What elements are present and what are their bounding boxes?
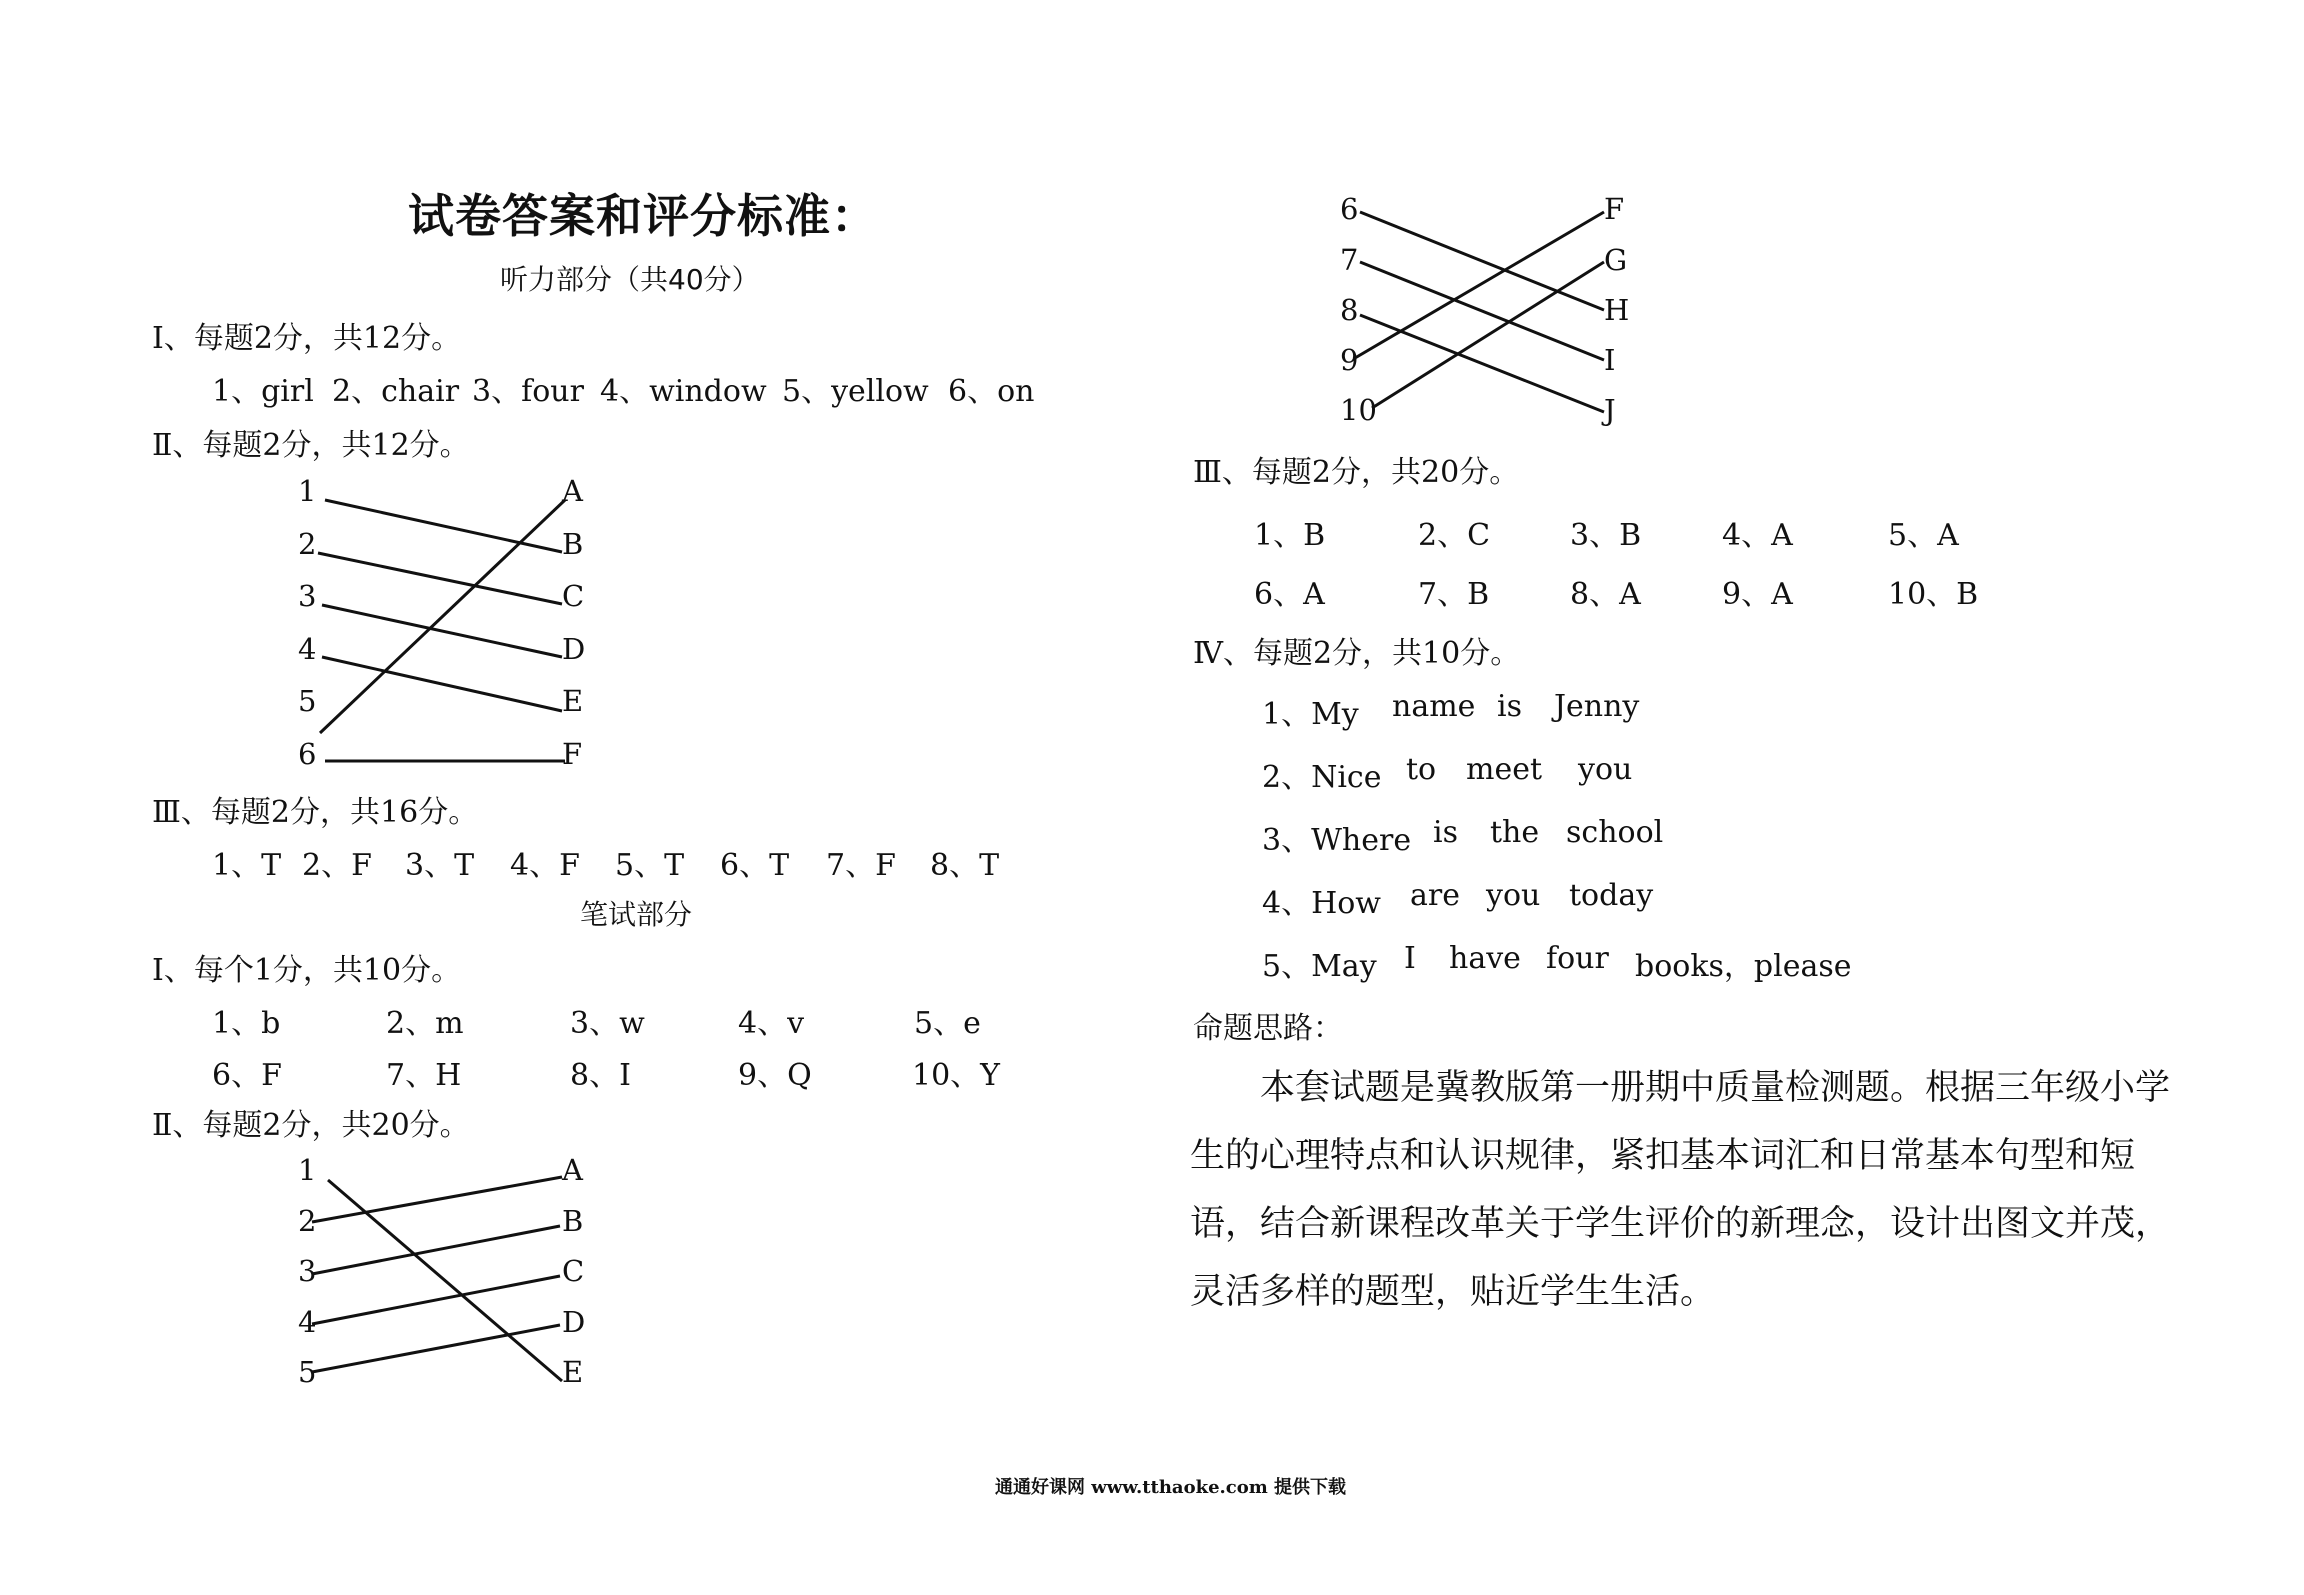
listening-sec3-answer: 1、T xyxy=(212,848,282,883)
match-line xyxy=(328,1180,562,1381)
listening-sec3-answer: 4、F xyxy=(510,848,580,883)
match-right-label: F xyxy=(562,737,583,771)
match-right-label: A xyxy=(562,1153,583,1187)
sentence-word: 4、How xyxy=(1262,886,1381,921)
match-line xyxy=(312,1226,560,1274)
match-left-label: 10 xyxy=(1340,393,1377,427)
written-sec3-answer: 1、B xyxy=(1254,518,1326,553)
written-sec3-answer: 8、A xyxy=(1570,577,1641,612)
page-title: 试卷答案和评分标准： xyxy=(408,189,878,243)
written-sec1-answer: 7、H xyxy=(386,1058,462,1093)
written-heading: 笔试部分 xyxy=(580,898,693,931)
listening-sec3-answer: 2、F xyxy=(302,848,372,883)
sentence-word: you xyxy=(1578,752,1633,787)
sentence-word: Jenny xyxy=(1554,689,1640,724)
match-left-label: 1 xyxy=(298,474,317,508)
listening-sec1-answer: 5、yellow xyxy=(782,374,929,409)
match-left-label: 2 xyxy=(298,527,317,561)
match-left-label: 7 xyxy=(1340,243,1359,277)
sentence-word: name xyxy=(1392,689,1476,724)
sentence-word: today xyxy=(1569,878,1654,913)
sentence-word: 3、Where xyxy=(1262,823,1412,858)
match-right-label: D xyxy=(562,1305,586,1339)
match-right-label: J xyxy=(1604,393,1616,427)
listening-sec1-answer: 1、girl xyxy=(212,374,314,409)
listening-sec1-header: Ⅰ、每题2分，共12分。 xyxy=(152,321,462,356)
match-left-label: 8 xyxy=(1340,293,1359,327)
match-left-label: 4 xyxy=(298,632,317,666)
match-line xyxy=(1360,315,1604,412)
listening-sec1-answer: 2、chair xyxy=(332,374,460,409)
sentence-word: 1、My xyxy=(1262,697,1359,732)
listening-sec3-answer: 3、T xyxy=(405,848,475,883)
match-line xyxy=(1360,212,1604,310)
written-sec1-answer: 6、F xyxy=(212,1058,282,1093)
written-sec1-answer: 3、w xyxy=(570,1006,645,1041)
sentence-word: the xyxy=(1490,815,1540,850)
match-right-label: E xyxy=(562,1355,584,1389)
listening-sec1-answer: 6、on xyxy=(948,374,1035,409)
match-right-label: I xyxy=(1604,343,1616,377)
sentence-word: four xyxy=(1546,941,1609,976)
match-right-label: B xyxy=(562,1204,584,1238)
sentence-word: have xyxy=(1449,941,1521,976)
written-sec3-header: Ⅲ、每题2分，共20分。 xyxy=(1193,455,1520,490)
listening-sec1-answer: 3、four xyxy=(472,374,584,409)
match-right-label: E xyxy=(562,684,584,718)
match-left-label: 6 xyxy=(1340,192,1359,226)
sentence-word: I xyxy=(1404,941,1416,976)
written-sec3-answer: 4、A xyxy=(1722,518,1793,553)
written-sec1-answer: 9、Q xyxy=(738,1058,812,1093)
listening-sec3-answer: 7、F xyxy=(826,848,896,883)
match-left-label: 2 xyxy=(298,1204,317,1238)
listening-sec3-header: Ⅲ、每题2分，共16分。 xyxy=(152,795,479,830)
match-right-label: B xyxy=(562,527,584,561)
written-sec1-header: Ⅰ、每个1分，共10分。 xyxy=(152,953,462,988)
sentence-word: books，please xyxy=(1635,949,1852,984)
match-line xyxy=(322,657,562,711)
idea-paragraph: 本套试题是冀教版第一册期中质量检测题。根据三年级小学生的心理特点和认识规律，紧扣基本词汇和日常基本句型和短语，结合新课程改革关于学生评价的新理念，设计出图文并茂，灵活多样的题型，贴近学生生活。 xyxy=(1190,1068,2171,1312)
sentence-word: meet xyxy=(1466,752,1543,787)
match-right-label: A xyxy=(562,474,583,508)
written-sec3-answer: 6、A xyxy=(1254,577,1325,612)
written-sec3-answer: 7、B xyxy=(1418,577,1490,612)
match-line xyxy=(325,500,562,552)
idea-heading: 命题思路： xyxy=(1193,1011,1343,1046)
sentence-word: to xyxy=(1406,752,1437,787)
match-left-label: 3 xyxy=(298,1254,317,1288)
written-sec3-answer: 9、A xyxy=(1722,577,1793,612)
written-sec1-answer: 10、Y xyxy=(912,1058,1000,1093)
listening-sec3-answer: 8、T xyxy=(930,848,1000,883)
match-left-label: 6 xyxy=(298,737,317,771)
listening-sec2-header: Ⅱ、每题2分，共12分。 xyxy=(152,428,470,463)
listening-sec3-answer: 5、T xyxy=(615,848,685,883)
match-line xyxy=(1360,262,1604,360)
sentence-word: is xyxy=(1497,689,1522,724)
match-line xyxy=(322,605,562,657)
listening-sec1-answer: 4、window xyxy=(600,374,767,409)
written-sec1-answer: 2、m xyxy=(386,1006,464,1041)
sentence-word: are xyxy=(1410,878,1460,913)
written-sec3-answer: 3、B xyxy=(1570,518,1642,553)
match-left-label: 5 xyxy=(298,1355,317,1389)
listening-heading: 听力部分（共40分） xyxy=(500,263,760,296)
match-line xyxy=(312,1276,560,1324)
match-line xyxy=(320,500,565,733)
sentence-word: 2、Nice xyxy=(1262,760,1382,795)
written-sec1-answer: 5、e xyxy=(914,1006,981,1041)
written-sec1-answer: 8、I xyxy=(570,1058,631,1093)
written-sec2-header: Ⅱ、每题2分，共20分。 xyxy=(152,1108,470,1143)
sentence-word: you xyxy=(1486,878,1541,913)
match-left-label: 3 xyxy=(298,579,317,613)
match-right-label: C xyxy=(562,1254,585,1288)
match-right-label: D xyxy=(562,632,586,666)
match-right-label: C xyxy=(562,579,585,613)
match-left-label: 4 xyxy=(298,1305,317,1339)
match-right-label: F xyxy=(1604,192,1625,226)
match-right-label: H xyxy=(1604,293,1630,327)
sentence-word: is xyxy=(1433,815,1458,850)
footer-text: 通通好课网 www.tthaoke.com 提供下载 xyxy=(995,1477,1347,1498)
written-sec1-answer: 4、v xyxy=(738,1006,805,1041)
match-line xyxy=(318,553,562,604)
written-sec3-answer: 2、C xyxy=(1418,518,1491,553)
match-left-label: 5 xyxy=(298,684,317,718)
sentence-word: 5、May xyxy=(1262,949,1377,984)
match-right-label: G xyxy=(1604,243,1628,277)
written-sec3-answer: 10、B xyxy=(1888,577,1979,612)
match-left-label: 1 xyxy=(298,1153,317,1187)
written-sec3-answer: 5、A xyxy=(1888,518,1959,553)
written-sec4-header: Ⅳ、每题2分，共10分。 xyxy=(1193,636,1521,671)
listening-sec3-answer: 6、T xyxy=(720,848,790,883)
written-sec1-answer: 1、b xyxy=(212,1006,281,1041)
match-left-label: 9 xyxy=(1340,343,1359,377)
sentence-word: school xyxy=(1566,815,1664,850)
